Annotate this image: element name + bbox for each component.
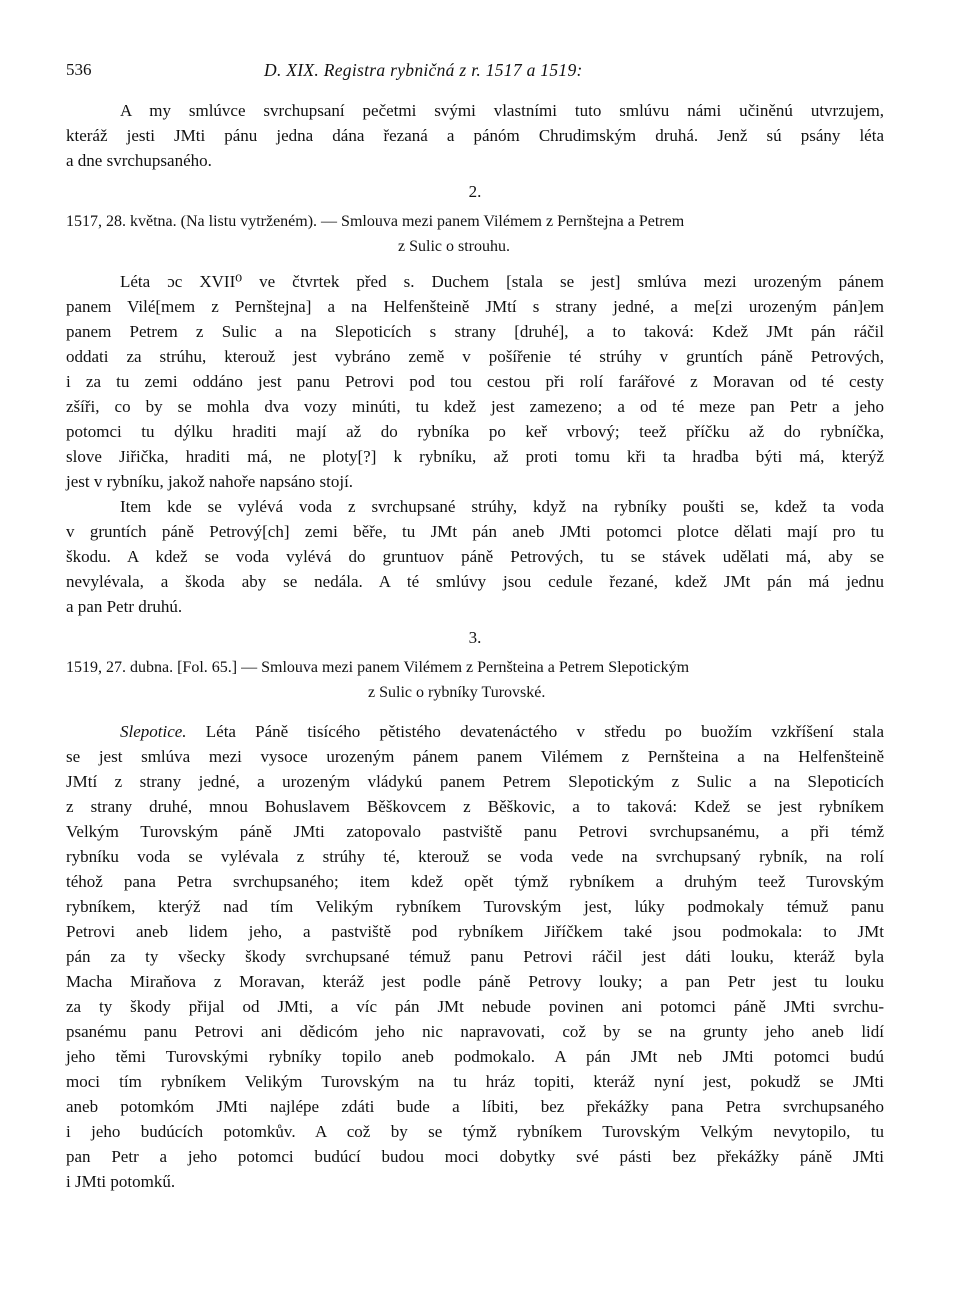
text-line: A my smlúvce svrchupsaní pečetmi svými vlastními tuto smlúvu námi učiněnú utvrzujem, <box>120 101 884 120</box>
text-line: téhož pana Petra svrchupsaného; item kdež opět týmž rybníkem a druhým teež Turovským <box>66 872 884 891</box>
text-line: panem Vilé[mem z Pernštejna] a na Helfenšteině JMtí s strany jedné, a me[zi urozeným pán]em <box>66 297 884 316</box>
text-line: Petrovi aneb lidem jeho, a pastviště pod rybníkem Jiříčkem také jsou podmokala: to JMt <box>66 922 884 941</box>
text-line: pán za ty všecky škody svrchupsané témuž panu Petrovi ráčil jest dáti louku, kteráž byla <box>66 947 884 966</box>
text-line: rybníkem, kterýž nad tím Velikým rybníkem Turovským jest, lúky podmokaly témuž panu <box>66 897 884 916</box>
section-number-3: 3. <box>468 628 482 647</box>
text-line: psanému panu Petrovi ani dědicóm jeho nic napravovati, což by se na grunty jeho aneb lidí <box>66 1022 884 1041</box>
intro-paragraph <box>66 98 884 173</box>
text-line: v gruntích páně Petrový[ch] zemi běře, tu JMt pán aneb JMti potomci plotce dělati mají pro tu <box>66 522 884 541</box>
text-line: jest v rybníku, jakož nahoře napsáno stojí. <box>66 472 354 491</box>
text-line: rybníku voda se vylévala z strúhy té, kterouž se voda vede na svrchupsaný rybník, na rolí <box>66 847 884 866</box>
section-2-paragraph-1 <box>66 269 884 494</box>
text-line: JMtí z strany jedné, a urozeným vládykú panem Petrem Slepotickým z Sulic a na Slepoticích <box>66 772 884 791</box>
place-name: Slepotice. <box>120 722 187 741</box>
text-line: i jeho budúcích potomkův. A což by se týmž rybníkem Turovským Velkým nevytopilo, tu <box>66 1122 884 1141</box>
text-line: oddati za strúhu, kterouž jest vybráno země v pošířenie té strúhy v gruntích páně Petrových, <box>66 347 884 366</box>
text-line: Velkým Turovským páně JMti zatopovalo pastviště panu Petrovi svrchupsanému, a při témž <box>66 822 884 841</box>
text-line: pan Petr a jeho potomci budúcí budou moci dobytky své pásti bez překážky páně JMti <box>66 1147 884 1166</box>
text-line: za ty škody přijal od JMti, a víc pán JMt nebude povinen ani potomci páně JMti svrchu- <box>66 997 884 1016</box>
text-line: moci tím rybníkem Velikým Turovským na tu hráz topiti, kteráž nyní jest, pokudž se JMti <box>66 1072 884 1091</box>
section-3-paragraph <box>66 719 884 1194</box>
page-header <box>66 54 884 88</box>
section-number-2: 2. <box>468 182 482 201</box>
heading-line: z Sulic o rybníky Turovské. <box>368 684 546 701</box>
text-line: i za tu zemi oddáno jest panu Petrovi pod tou cestou při rolí farářové z Moravan od té cesty <box>66 372 884 391</box>
page-number: 536 <box>66 60 92 79</box>
text-line <box>66 719 884 744</box>
text-line: zšíři, co by se mohla dva vozy minúti, tu kdež jest zamezeno; a od té meze pan Petr a jeho <box>66 397 884 416</box>
text-line: nevylévala, a škoda aby se nedála. A té smlúvy jsou cedule řezané, kdež JMt pán má jednu <box>66 572 884 591</box>
text-line: a pan Petr druhú. <box>66 597 183 616</box>
running-title: D. XIX. Registra rybničná z r. 1517 a 1519: <box>264 60 583 80</box>
text-line: aneb potomkóm JMti najlépe zdáti bude a líbiti, bez překážky pana Petra svrchupsaného <box>66 1097 884 1116</box>
section-2-heading <box>66 209 884 259</box>
text-line: potomci tu dýlku hraditi mají až do rybníka po keř vrbový; teež příčku až do rybníčka, <box>66 422 884 441</box>
section-3-heading <box>66 655 884 705</box>
text-line: kteráž jesti JMti pánu jedna dána řezaná a pánóm Chrudimským druhá. Jenž sú psány léta <box>66 126 884 145</box>
text-line: Item kde se vylévá voda z svrchupsané strúhy, když na rybníky poušti se, kdež ta voda <box>120 497 884 516</box>
heading-line: z Sulic o strouhu. <box>398 238 510 255</box>
text-line: a dne svrchupsaného. <box>66 151 212 170</box>
text-line: panem Petrem z Sulic a na Slepoticích s strany [druhé], a to taková: Kdež JMt pán ráčil <box>66 322 884 341</box>
first-line-text: Léta Páně tisícého pětistého devatenáctého v středu po buožím vzkříšení stala <box>186 722 884 741</box>
heading-line: 1517, 28. května. (Na listu vytrženém). — Smlouva mezi panem Vilémem z Pernštejna a Petrem <box>66 213 685 230</box>
text-line: i JMti potomkű. <box>66 1172 176 1191</box>
text-line: slove Jiřička, hraditi má, ne ploty[?] k rybníku, až proti tomu kři ta hradba býti má, kterýž <box>66 447 884 466</box>
document-page <box>66 54 884 1194</box>
heading-line: 1519, 27. dubna. [Fol. 65.] — Smlouva mezi panem Vilémem z Pernšteina a Petrem Slepotickým <box>66 659 690 676</box>
text-line: Macha Miraňova z Moravan, kteráž jest podle páně Petrovy louky; a pan Petr jest tu louku <box>66 972 884 991</box>
section-2-paragraph-2 <box>66 494 884 619</box>
text-line: škodu. A kdež se voda vylévá do gruntuov páně Petrových, tu se stávek udělati má, aby se <box>66 547 884 566</box>
text-line: z strany druhé, mnou Bohuslavem Běškovcem z Běškovic, a to taková: Kdež se jest rybníkem <box>66 797 884 816</box>
text-line: Léta ɔc XVII⁰ ve čtvrtek před s. Duchem [stala se jest] smlúva mezi urozeným pánem <box>120 272 884 291</box>
text-line: jeho těmi Turovskými rybníky topilo aneb podmokalo. A pán JMt neb JMti potomci budú <box>66 1047 884 1066</box>
text-line: se jest smlúva mezi vysoce urozeným pánem panem Vilémem z Pernšteina a na Helfenšteině <box>66 747 884 766</box>
